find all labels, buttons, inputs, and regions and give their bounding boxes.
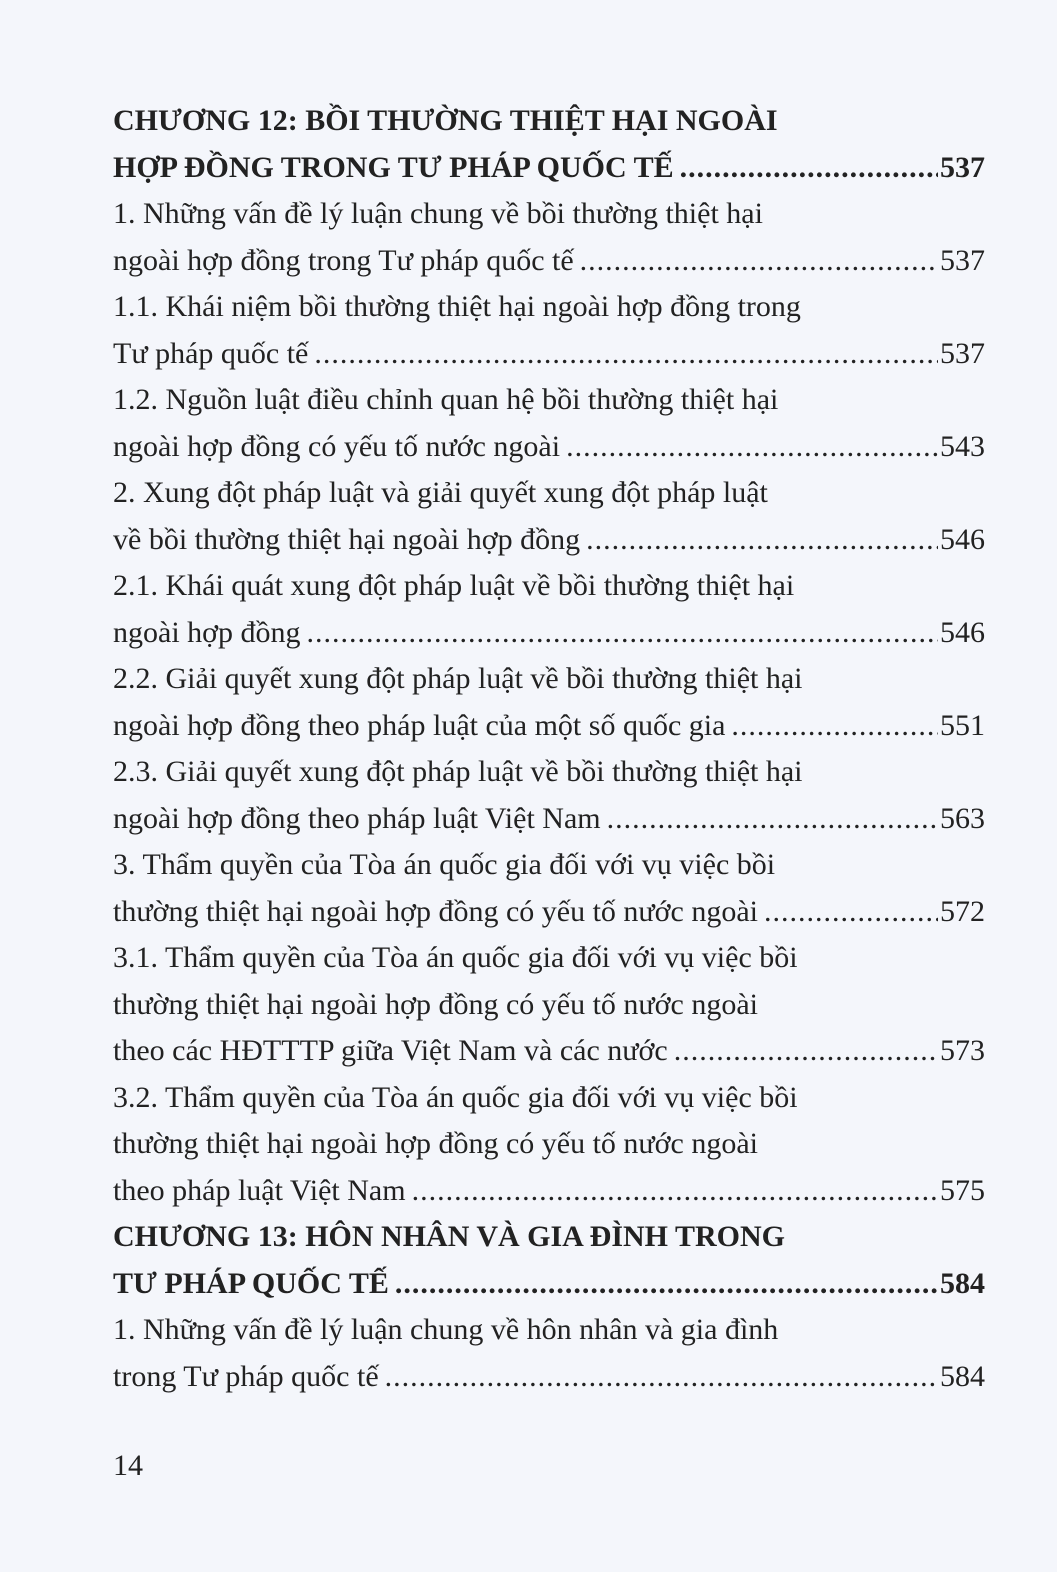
toc-page-number: 575 bbox=[940, 1173, 985, 1207]
table-of-contents bbox=[113, 98, 985, 1400]
dot-leader bbox=[586, 517, 938, 564]
toc-entry-line: thường thiệt hại ngoài hợp đồng có yếu tố nước ngoài bbox=[113, 1127, 758, 1160]
dot-leader bbox=[680, 145, 938, 192]
toc-entry-last-line bbox=[113, 424, 985, 471]
toc-entry-last-line bbox=[113, 1261, 985, 1308]
toc-entry-line: CHƯƠNG 13: HÔN NHÂN VÀ GIA ĐÌNH TRONG bbox=[113, 1220, 785, 1253]
toc-section-entry bbox=[113, 563, 985, 656]
toc-entry-line: thường thiệt hại ngoài hợp đồng có yếu tố nước ngoài bbox=[113, 987, 758, 1021]
dot-leader bbox=[307, 610, 938, 657]
toc-page-number: 546 bbox=[940, 615, 985, 649]
toc-chapter-entry bbox=[113, 98, 985, 191]
toc-section-entry bbox=[113, 470, 985, 563]
dot-leader bbox=[412, 1168, 938, 1215]
toc-entry-line: 3.1. Thẩm quyền của Tòa án quốc gia đối với vụ việc bồi bbox=[113, 941, 798, 974]
toc-page-number: 551 bbox=[940, 708, 985, 742]
toc-entry-line: 1.1. Khái niệm bồi thường thiệt hại ngoài hợp đồng trong bbox=[113, 290, 801, 323]
toc-entry-last-line bbox=[113, 517, 985, 564]
dot-leader bbox=[674, 1028, 938, 1075]
toc-section-entry bbox=[113, 842, 985, 935]
toc-entry-title-end: ngoài hợp đồng bbox=[113, 615, 301, 649]
toc-section-entry bbox=[113, 1075, 985, 1215]
toc-page-number: 537 bbox=[940, 243, 985, 277]
toc-entry-line: 2.3. Giải quyết xung đột pháp luật về bồi thường thiệt hại bbox=[113, 755, 803, 788]
toc-entry-title-end: ngoài hợp đồng theo pháp luật của một số quốc gia bbox=[113, 708, 726, 742]
toc-entry-title-end: TƯ PHÁP QUỐC TẾ bbox=[113, 1266, 389, 1300]
toc-page-number: 537 bbox=[940, 150, 985, 184]
toc-page-number: 573 bbox=[940, 1034, 985, 1067]
toc-entry-title-end: thường thiệt hại ngoài hợp đồng có yếu tố nước ngoài bbox=[113, 894, 758, 928]
toc-entry-line: 2.1. Khái quát xung đột pháp luật về bồi thường thiệt hại bbox=[113, 569, 795, 602]
toc-section-entry bbox=[113, 377, 985, 470]
dot-leader bbox=[314, 331, 938, 378]
toc-entry-line: 2. Xung đột pháp luật và giải quyết xung đột pháp luật bbox=[113, 476, 768, 509]
dot-leader bbox=[764, 889, 938, 936]
dot-leader bbox=[580, 238, 938, 285]
toc-entry-last-line bbox=[113, 1028, 985, 1075]
toc-section-entry bbox=[113, 1307, 985, 1400]
toc-section-entry bbox=[113, 935, 985, 1075]
dot-leader bbox=[566, 424, 938, 471]
toc-entry-last-line bbox=[113, 331, 985, 378]
toc-entry-last-line bbox=[113, 703, 985, 750]
toc-entry-last-line bbox=[113, 1354, 985, 1401]
toc-entry-title-end: trong Tư pháp quốc tế bbox=[113, 1359, 379, 1393]
toc-entry-title-end: ngoài hợp đồng theo pháp luật Việt Nam bbox=[113, 801, 601, 835]
toc-entry-last-line bbox=[113, 610, 985, 657]
dot-leader bbox=[607, 796, 938, 843]
toc-entry-line: 3.2. Thẩm quyền của Tòa án quốc gia đối với vụ việc bồi bbox=[113, 1080, 798, 1114]
toc-entry-title-end: ngoài hợp đồng có yếu tố nước ngoài bbox=[113, 429, 561, 463]
toc-page-number: 572 bbox=[940, 894, 985, 928]
toc-entry-line: 1.2. Nguồn luật điều chỉnh quan hệ bồi thường thiệt hại bbox=[113, 383, 779, 416]
toc-entry-last-line bbox=[113, 145, 985, 192]
toc-section-entry bbox=[113, 749, 985, 842]
toc-entry-last-line bbox=[113, 238, 985, 285]
toc-page-number: 543 bbox=[940, 429, 985, 463]
toc-page-number: 584 bbox=[940, 1359, 985, 1393]
toc-entry-title-end: ngoài hợp đồng trong Tư pháp quốc tế bbox=[113, 243, 574, 277]
toc-entry-line: 2.2. Giải quyết xung đột pháp luật về bồi thường thiệt hại bbox=[113, 662, 803, 695]
toc-page-number: 584 bbox=[940, 1266, 985, 1300]
toc-entry-title-end: theo các HĐTTTP giữa Việt Nam và các nước bbox=[113, 1034, 668, 1067]
toc-entry-last-line bbox=[113, 796, 985, 843]
toc-entry-title-end: theo pháp luật Việt Nam bbox=[113, 1173, 406, 1207]
toc-page-number: 546 bbox=[940, 522, 985, 556]
dot-leader bbox=[385, 1354, 938, 1401]
toc-entry-title-end: về bồi thường thiệt hại ngoài hợp đồng bbox=[113, 522, 581, 556]
toc-entry-title-end: HỢP ĐỒNG TRONG TƯ PHÁP QUỐC TẾ bbox=[113, 150, 674, 184]
page-number: 14 bbox=[113, 1449, 143, 1482]
toc-entry-line: 3. Thẩm quyền của Tòa án quốc gia đối với vụ việc bồi bbox=[113, 848, 776, 881]
toc-entry-last-line bbox=[113, 1168, 985, 1215]
toc-entry-title-end: Tư pháp quốc tế bbox=[113, 336, 309, 370]
toc-entry-line: CHƯƠNG 12: BỒI THƯỜNG THIỆT HẠI NGOÀI bbox=[113, 104, 778, 137]
toc-section-entry bbox=[113, 656, 985, 749]
toc-entry-line: 1. Những vấn đề lý luận chung về hôn nhân và gia đình bbox=[113, 1313, 779, 1346]
toc-section-entry bbox=[113, 284, 985, 377]
toc-chapter-entry bbox=[113, 1214, 985, 1307]
toc-entry-last-line bbox=[113, 889, 985, 936]
toc-entry-line: 1. Những vấn đề lý luận chung về bồi thường thiệt hại bbox=[113, 197, 763, 230]
toc-section-entry bbox=[113, 191, 985, 284]
toc-page-number: 563 bbox=[940, 801, 985, 835]
toc-page-number: 537 bbox=[940, 336, 985, 370]
dot-leader bbox=[395, 1261, 938, 1308]
dot-leader bbox=[731, 703, 938, 750]
